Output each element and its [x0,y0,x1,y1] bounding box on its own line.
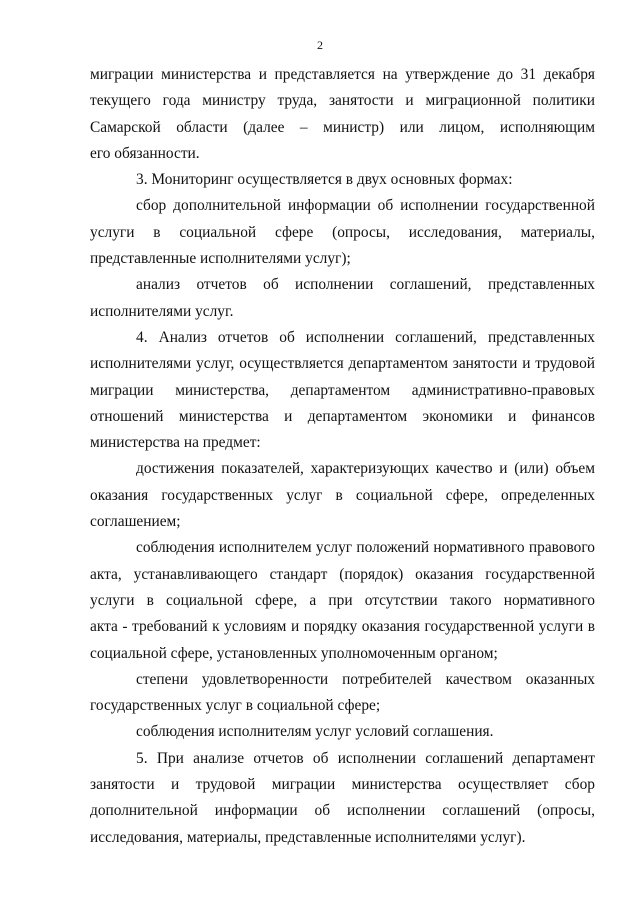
text-line: соблюдения исполнителем услуг положений нормативного правового [136,539,595,557]
document-body [90,62,595,851]
text-line: занятости и трудовой миграции министерства осуществляет сбор [90,776,595,794]
text-line: Самарской области (далее – министр) или лицом, исполняющим [90,118,595,136]
text-line: миграции министерства и представляется на утверждение до 31 декабря [90,66,595,83]
text-line: степени удовлетворенности потребителей качеством оказанных [136,670,595,688]
text-line: 5. При анализе отчетов об исполнении соглашений департамент [136,749,595,767]
text-line: оказания государственных услуг в социальной сфере, определенных [90,486,595,504]
text-line: исполнителями услуг. [90,302,234,320]
text-line: соблюдения исполнителям услуг условий соглашения. [136,723,494,741]
text-line: его обязанности. [90,144,200,162]
text-line: 3. Мониторинг осуществляется в двух основных формах: [136,171,513,189]
text-line: текущего года министру труда, занятости и миграционной политики [90,92,595,110]
text-line: исполнителями услуг, осуществляется департаментом занятости и трудовой [90,355,595,373]
text-line: миграции министерства, департаментом административно-правовых [90,381,595,399]
text-line: государственных услуг в социальной сфере; [90,697,381,715]
text-line: анализ отчетов об исполнении соглашений, представленных [136,276,595,294]
text-line: министерства на предмет: [90,434,261,452]
text-line: 4. Анализ отчетов об исполнении соглашений, представленных [136,328,595,346]
text-line: социальной сфере, установленных уполномоченным органом; [90,644,498,662]
page-number: 2 [317,38,323,52]
text-line: сбор дополнительной информации об исполнении государственной [136,197,595,215]
text-line: достижения показателей, характеризующих качество и (или) объем [136,460,595,478]
text-line: отношений министерства и департаментом экономики и финансов [90,407,595,425]
text-line: услуги в социальной сфере, а при отсутствии такого нормативного [90,591,595,609]
text-line: услуги в социальной сфере (опросы, исследования, материалы, [90,223,595,241]
text-line: соглашением; [90,513,181,531]
text-line: дополнительной информации об исполнении соглашений (опросы, [90,802,595,820]
text-line: акта - требований к условиям и порядку оказания государственной услуги в [90,618,595,636]
text-line: представленные исполнителями услуг); [90,250,351,268]
text-line: акта, устанавливающего стандарт (порядок) оказания государственной [90,565,595,583]
text-line: исследования, материалы, представленные исполнителями услуг). [90,828,526,846]
